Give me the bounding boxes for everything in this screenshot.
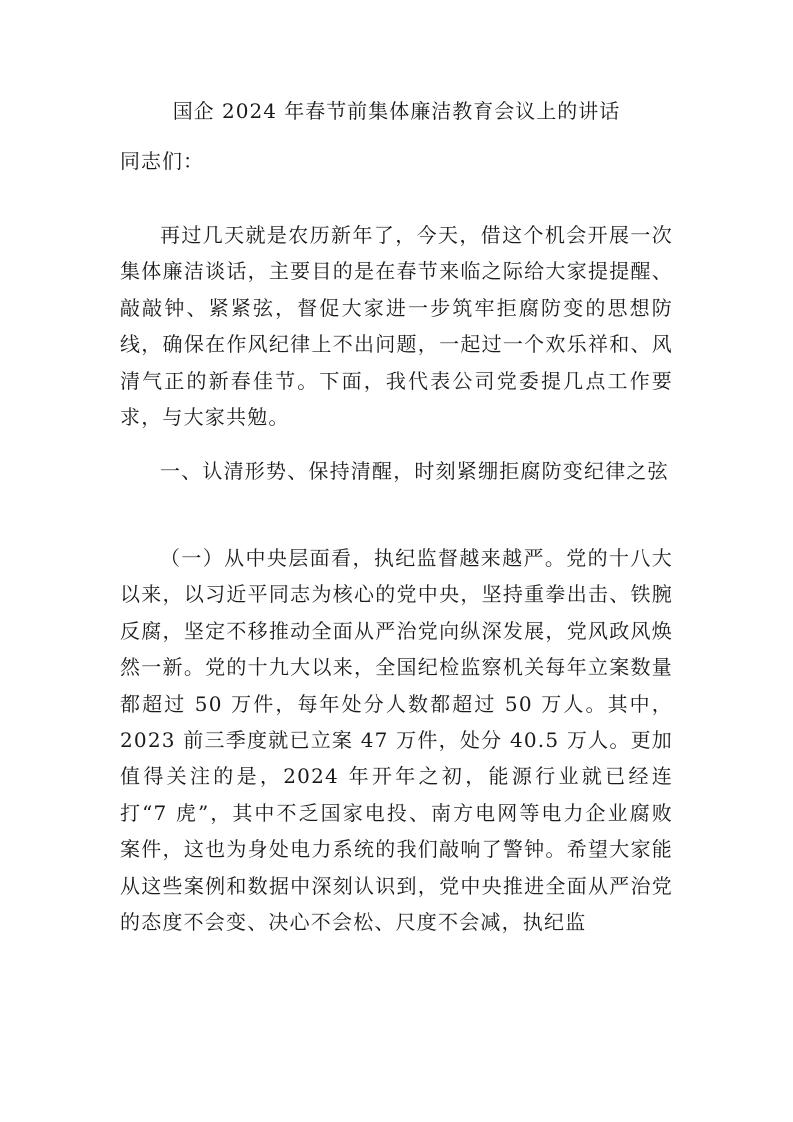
document-title: 国企 2024 年春节前集体廉洁教育会议上的讲话 (172, 99, 621, 123)
salutation: 同志们： (120, 149, 204, 173)
body-paragraph: 再过几天就是农历新年了，今天，借这个机会开展一次集体廉洁谈话，主要目的是在春节来临之际给大家提提醒、敲敲钟、紧紧弦，督促大家进一步筑牢拒腐防变的思想防线，确保在作风纪律上不出问题，一起过一个欢乐祥和、风清气正的新春佳节。下面，我代表公司党委提几点工作要求，与大家共勉。 (120, 223, 673, 430)
section-heading: 一、认清形势、保持清醒，时刻紧绷拒腐防变纪律之弦 (160, 459, 669, 483)
body-paragraph: （一）从中央层面看，执纪监督越来越严。党的十八大以来，以习近平同志为核心的党中央，坚持重拳出击、铁腕反腐，坚定不移推动全面从严治党向纵深发展，党风政风焕然一新。党的十九大以来，全国纪检监察机关每年立案数量都超过 50 万件，每年处分人数都超过 50 万人。其中，2023 前三季度就已立案 47 万件，处分 40.5 万人。更加值得关注的是，2024 年开年之初，能源行业就已经连打“7 虎”，其中不乏国家电投、南方电网等电力企业腐败案件，这也为身处电力系统的我们敲响了警钟。希望大家能从这些案例和数据中深刻认识到，党中央推进全面从严治党的态度不会变、决心不会松、尺度不会减，执纪监 (120, 546, 673, 935)
